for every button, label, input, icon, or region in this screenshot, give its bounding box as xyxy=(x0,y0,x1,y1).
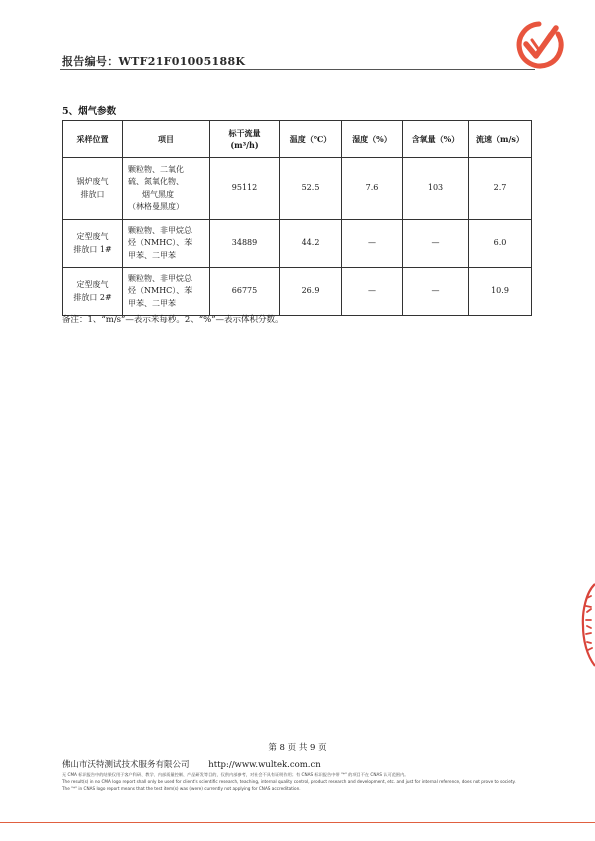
cell-humidity: — xyxy=(342,268,403,316)
header-flow-label: 标干流量 xyxy=(228,127,261,138)
location-line: 排放口 2# xyxy=(73,292,112,302)
header-divider xyxy=(60,69,535,70)
items-line: 颗粒物、非甲烷总 xyxy=(128,273,192,283)
items-line: 甲苯、二甲苯 xyxy=(128,298,176,308)
cell-location xyxy=(63,158,123,220)
header-flow xyxy=(210,121,280,158)
cell-velocity: 6.0 xyxy=(469,220,532,268)
items-line: 烃（NMHC）、苯 xyxy=(128,238,193,248)
cell-velocity: 10.9 xyxy=(469,268,532,316)
location-line: 排放口 xyxy=(80,189,105,199)
items-line: 甲苯、二甲苯 xyxy=(128,250,176,260)
table-row xyxy=(63,268,532,316)
cell-oxygen: — xyxy=(403,268,469,316)
cell-humidity: 7.6 xyxy=(342,158,403,220)
items-line: 烟气黑度 xyxy=(142,189,174,199)
cell-location xyxy=(63,268,123,316)
cell-location xyxy=(63,220,123,268)
items-line: 颗粒物、二氧化 xyxy=(128,164,184,174)
table-remark: 备注：1、“m/s”—表示米每秒。2、“%”—表示体积分数。 xyxy=(62,315,284,325)
cell-oxygen: — xyxy=(403,220,469,268)
table-row xyxy=(63,158,532,220)
cell-temperature: 52.5 xyxy=(280,158,342,220)
cell-items xyxy=(123,158,210,220)
items-line: 颗粒物、非甲烷总 xyxy=(128,225,192,235)
location-line: 定型废气 xyxy=(76,280,109,290)
page-number: 第 8 页 共 9 页 xyxy=(268,743,327,753)
header-flow-unit: (m³/h) xyxy=(230,140,259,150)
fine-print-line: The "*" in CNAS logo report means that the test item(s) was (were) currently not applying for CNAS accreditation. xyxy=(62,786,301,791)
table-row xyxy=(63,220,532,268)
cell-flow: 66775 xyxy=(210,268,280,316)
location-line: 排放口 1# xyxy=(73,244,112,254)
cell-velocity: 2.7 xyxy=(469,158,532,220)
header-velocity: 流速（m/s） xyxy=(469,121,532,158)
header-items: 项目 xyxy=(123,121,210,158)
header-humidity: 湿度（%） xyxy=(342,121,403,158)
company-line xyxy=(62,758,321,770)
cell-items xyxy=(123,268,210,316)
cell-flow: 34889 xyxy=(210,220,280,268)
report-number: 报告编号：WTF21F01005188K xyxy=(62,55,246,68)
header-location: 采样位置 xyxy=(63,121,123,158)
header-temperature: 温度（℃） xyxy=(280,121,342,158)
table-header-row xyxy=(63,121,532,158)
cell-temperature: 26.9 xyxy=(280,268,342,316)
cell-humidity: — xyxy=(342,220,403,268)
red-seal-stamp-icon xyxy=(578,582,595,668)
location-line: 锅炉废气 xyxy=(76,177,109,187)
location-line: 定型废气 xyxy=(76,232,109,242)
fine-print-line: The result(s) in no CMA logo report shall only be used for client's scientific research, teaching, internal quality control, product research and development, etc. and just for internal reference, does not prove to society. xyxy=(62,779,516,784)
company-url: http://www.wultek.com.cn xyxy=(208,760,321,770)
section-title: 5、烟气参数 xyxy=(62,106,117,117)
flue-gas-table xyxy=(62,120,532,316)
fine-print-line: 无 CMA 标识报告中的结果仅用于客户科研、教学、内部质量控制、产品研发等目的，仅供内部参考，对社会不具有证明作用；有 CNAS 标识报告中带 "*" 的项目不在 CNAS 认可范围内。 xyxy=(62,772,409,777)
items-line: 烃（NMHC）、苯 xyxy=(128,286,193,296)
cell-oxygen: 103 xyxy=(403,158,469,220)
wolttek-check-logo-icon xyxy=(512,18,566,72)
items-line: （林格曼黑度） xyxy=(128,201,184,211)
cell-flow: 95112 xyxy=(210,158,280,220)
items-line: 硫、氮氧化物、 xyxy=(128,177,184,187)
cell-temperature: 44.2 xyxy=(280,220,342,268)
cell-items xyxy=(123,220,210,268)
company-name: 佛山市沃特测试技术服务有限公司 xyxy=(62,760,190,770)
header-oxygen: 含氧量（%） xyxy=(403,121,469,158)
footer-divider xyxy=(0,822,595,823)
